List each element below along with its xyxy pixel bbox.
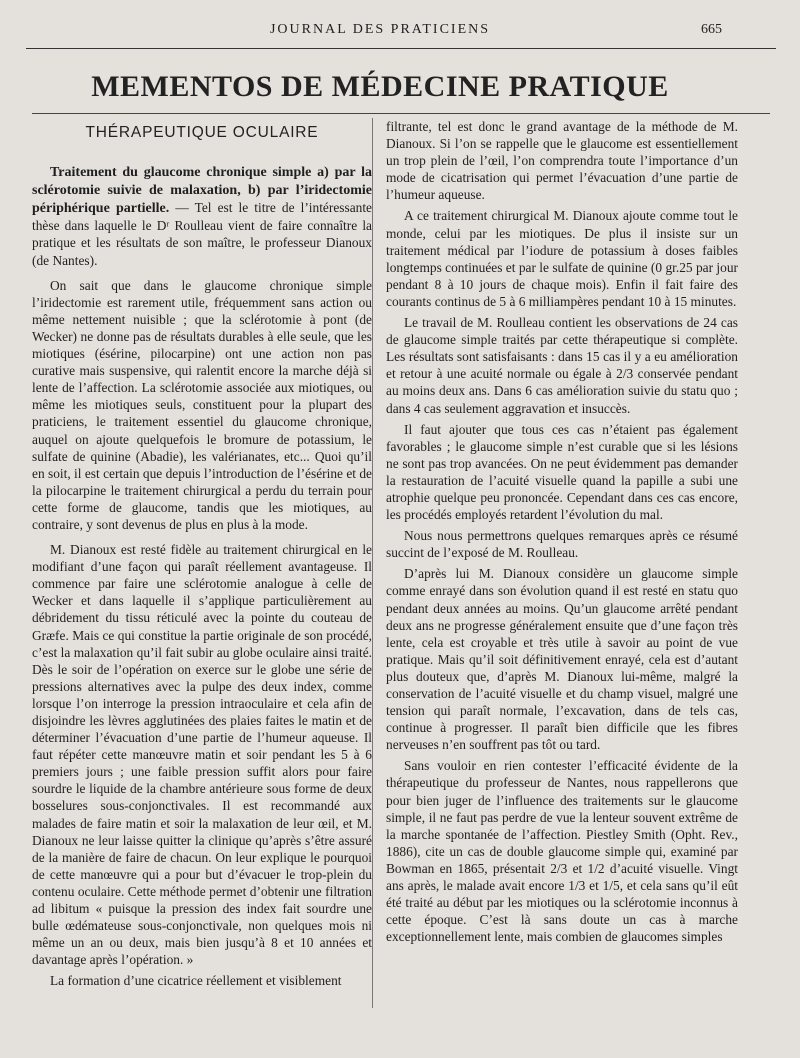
journal-title: JOURNAL DES PRATICIENS: [269, 22, 491, 37]
paragraph: A ce traitement chirurgical M. Dianoux ajoute comme tout le monde, celui par les miotiques. De plus il insiste sur un traitement médical par l’iodure de potassium à doses faibles longtemps continuées et par le sulfate de quinine (0 gr.25 par jour pendant 8 à 10 jours de chaque mois). Enfin il fait faire des courants continus de 5 à 6 milliampères pendant 10 à 15 minutes.: [386, 208, 738, 309]
paragraph: M. Dianoux est resté fidèle au traitement chirurgical en le modifiant d’une façon qui paraît réellement avantageuse. Il commence par faire une sclérotomie analogue à celle de Wecker et dans laquelle il s’applique particulièrement au débridement du tissu réticulé avec la pointe du couteau de Græfe. Mais ce qui constitue la partie originale de son procédé, c’est la malaxation qu’il fait subir au globe oculaire ainsi traité. Dès le soir de l’opération on exerce sur le globe une série de pressions alternatives avec la pulpe des deux index, comme lorsque l’on interroge la pression intraoculaire et cela afin de disjoindre les lèvres agglutinées des plaies faites le matin et de déterminer l’évacuation d’une partie de l’humeur aqueuse. Il faut répéter cette manœuvre matin et soir pendant les 5 à 6 premiers jours ; une faible pression suffit alors pour faire sourdre le liquide de la chambre antérieure sous forme de deux bosselures sous-conjonctivales. Il est recommandé aux malades de faire matin et soir la malaxation de leur œil, et M. Dianoux ne leur laisse quitter la clinique qu’après s’être assuré de la manière de faire de chacun. On leur explique le pourquoi de cette manœuvre qui a pour but d’évacuer le trop-plein du contenu oculaire. Cette méthode permet d’obtenir une filtration ad libitum « puisque la pression des index fait sourdre une bulle œdémateuse sous-conjonctivale, non quelques mois ni même un an ou deux, mais bien jusqu’à 8 et 10 années et davantage après l’opération. »: [32, 542, 372, 968]
column-divider: [372, 118, 373, 1008]
header-rule: [26, 48, 776, 49]
left-column: [32, 118, 372, 990]
paragraph: Sans vouloir en rien contester l’efficacité évidente de la thérapeutique du professeur de Nantes, nous rappellerons que pour bien juger de l’influence des traitements sur le glaucome simple, il ne faut pas perdre de vue la lenteur souvent extrême de la marche spontanée de l’affection. Piestley Smith (Opht. Rev., 1886), cite un cas de double glaucome simple qui, examiné par Bowman en 1865, présentait 2/3 et 1/2 d’acuité visuelle. Vingt ans après, le malade avait encore 1/3 et 1/5, et cela sans qu’il eût été traité au début par les miotiques ou la sclérotomie inconnus à cette époque. C’est là sans doute un cas à marche exceptionnellement lente, mais combien de glaucomes simples: [386, 758, 738, 945]
section-title: THÉRAPEUTIQUE OCULAIRE: [85, 124, 319, 141]
intro-bold-text: Traitement du glaucome chronique simple a) par la sclérotomie suivie de malaxation, b) par l’iridectomie périphérique partielle.: [32, 165, 372, 217]
right-column: [386, 118, 738, 945]
paragraph: filtrante, tel est donc le grand avantage de la méthode de M. Dianoux. Si l’on se rappelle que le glaucome est essentiellement un trop plein de l’œil, l’on comprendra toute l’importance d’un mode de cicatrisation qui permet l’évacuation d’une partie de l’humeur aqueuse.: [386, 119, 738, 203]
intro-paragraph: [32, 163, 372, 269]
page-title: MEMENTOS DE MÉDECINE PRATIQUE: [91, 70, 669, 103]
page-number: 665: [701, 22, 722, 37]
intro-text: — Tel est le titre de l’intéressante thèse dans laquelle le Dʳ Roulleau vient de faire connaître la pratique et les résultats de son maître, le professeur Dianoux (de Nantes).: [32, 200, 372, 268]
running-head: [0, 0, 800, 46]
paragraph: La formation d’une cicatrice réellement et visiblement: [50, 973, 342, 989]
paragraph: On sait que dans le glaucome chronique simple l’iridectomie est rarement utile, fréquemment sans action ou même nettement nuisible ; que la sclérotomie à pont (de Wecker) ne donne pas de résultats durables à elle seule, que les miotiques (ésérine, pilocarpine) ont une action non pas curative mais suspensive, qui ralentit encore la marche déjà si lente de l’affection. La sclérotomie associée aux miotiques, ou même les miotiques seuls, constituent pour la plupart des praticiens, le traitement essentiel du glaucome chronique, auquel on ajoute quelquefois le bromure de potassium, le sulfate de quinine (Abadie), les valérianates, etc... Quoi qu’il en soit, il est certain que depuis l’introduction de l’ésérine et de la pilocarpine le traitement chirurgical a perdu du terrain pour cette forme de glaucome, tandis que les miotiques, au contraire, y sont devenus de plus en plus à la mode.: [32, 277, 372, 532]
paragraph: Il faut ajouter que tous ces cas n’étaient pas également favorables ; le glaucome simple n’est curable que si les lésions ne sont pas trop avancées. On ne peut évidemment pas demander la restauration de l’acuité visuelle quand la papille a subi une atrophie quelque peu prononcée. Cependant dans ces cas encore, les procédés employés retardent l’évolution du mal.: [386, 421, 738, 523]
title-rule: [32, 113, 770, 114]
paragraph: Nous nous permettrons quelques remarques après ce résumé succint de l’exposé de M. Roulleau.: [386, 528, 738, 561]
paragraph: D’après lui M. Dianoux considère un glaucome simple comme enrayé dans son évolution quand il est resté en statu quo pendant deux années au moins. Qu’un glaucome arrêté pendant deux ans ne progresse généralement ensuite que d’une façon très lente, cela est croyable et très utile à savoir au point de vue pratique. Mais qu’il soit définitivement enrayé, cela est d’autant plus douteux que, d’après M. Dianoux lui-même, malgré la conservation de l’acuité visuelle et du champ visuel, malgré une tension qui paraît normale, l’excavation, dans de tels cas, continue à progresser. Il paraît bien difficile que les fibres nerveuses n’en souffrent pas tôt ou tard.: [386, 566, 738, 753]
paragraph: Le travail de M. Roulleau contient les observations de 24 cas de glaucome simple traités par cette thérapeutique si complète. Les résultats sont satisfaisants : dans 15 cas il y a eu amélioration et retour à une acuité normale ou égale à 2/3 conservée pendant au moins deux ans. Dans 6 cas amélioration suivie du statu quo ; dans 4 cas seulement aggravation et insuccès.: [386, 315, 738, 416]
